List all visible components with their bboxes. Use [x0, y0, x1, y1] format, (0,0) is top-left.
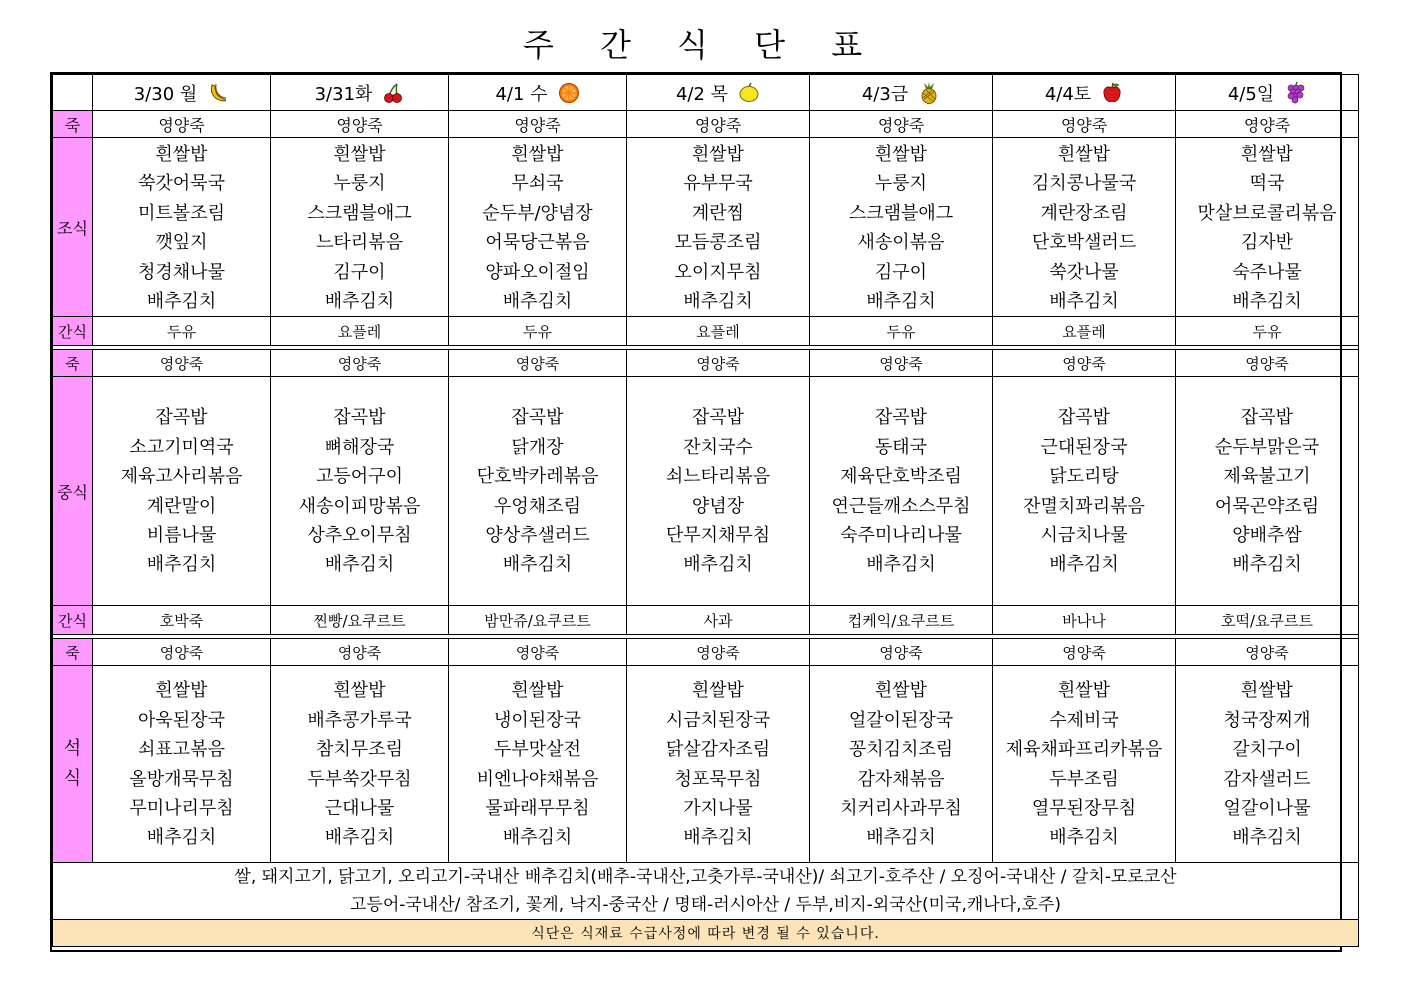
menu-item: 계란찜	[691, 202, 745, 224]
menu-item: 깻잎지	[155, 232, 208, 254]
menu-item: 어묵곤약조림	[1214, 495, 1320, 517]
menu-item: 모듬콩조림	[674, 232, 762, 254]
lunch-menu-cell	[449, 377, 627, 606]
menu-item: 시금치된장국	[665, 709, 771, 731]
menu-item: 김자반	[1240, 232, 1294, 254]
cherry-icon	[382, 82, 404, 104]
menu-item: 스크램블애그	[307, 202, 412, 224]
breakfast-menu-cell	[271, 138, 449, 317]
pineapple-icon	[918, 82, 940, 104]
menu-item: 흰쌀밥	[511, 680, 564, 702]
menu-list	[627, 666, 809, 852]
date-header-cell	[271, 75, 449, 111]
menu-item: 배추김치	[1232, 291, 1302, 313]
menu-item: 흰쌀밥	[1240, 680, 1294, 702]
change-notice: 식단은 식재료 수급사정에 따라 변경 될 수 있습니다.	[53, 920, 1359, 947]
breakfast-porridge-cell-row	[53, 111, 1359, 138]
menu-item: 배추김치	[146, 291, 217, 313]
menu-item: 닭살감자조림	[665, 739, 771, 761]
menu-item: 배추김치	[866, 827, 936, 849]
menu-item: 흰쌀밥	[1057, 680, 1111, 702]
dinner-label-part: 식	[63, 768, 82, 790]
menu-list	[1176, 138, 1358, 316]
menu-item: 새송이피망볶음	[298, 495, 421, 517]
afternoon-snack-cell: 사과	[627, 606, 810, 635]
menu-item: 쇠느타리볶음	[665, 466, 771, 488]
lunch-menu-cell	[271, 377, 449, 606]
menu-item: 배추김치	[324, 291, 395, 313]
menu-item: 잡곡밥	[874, 407, 928, 429]
menu-item: 수제비국	[1049, 709, 1119, 731]
menu-item: 배추김치	[866, 291, 936, 313]
menu-item: 잔치국수	[683, 436, 753, 458]
afternoon-snack-cell: 밤만쥬/요쿠르트	[449, 606, 627, 635]
afternoon-snack-cell: 바나나	[993, 606, 1176, 635]
menu-item: 가지나물	[683, 798, 753, 820]
breakfast-label: 조식	[53, 138, 93, 317]
menu-item: 열무된장무침	[1031, 798, 1137, 820]
menu-item: 배추김치	[1232, 827, 1302, 849]
page-title: 주 간 식 단 표	[522, 26, 881, 64]
menu-item: 잔멸치꽈리볶음	[1023, 495, 1145, 517]
menu-item: 계란말이	[146, 495, 217, 517]
dinner-porridge-cell: 영양죽	[271, 639, 449, 666]
dinner-label	[53, 666, 93, 863]
breakfast-porridge-cell: 영양죽	[449, 111, 627, 138]
lunch-porridge-cell: 영양죽	[93, 350, 271, 377]
dinner-menu-cell	[993, 666, 1176, 863]
menu-list	[271, 666, 448, 852]
lunch-porridge-cell: 영양죽	[627, 350, 810, 377]
menu-item: 흰쌀밥	[691, 680, 745, 702]
menu-item: 배추김치	[502, 827, 573, 849]
menu-list	[1176, 377, 1358, 579]
breakfast-menu-cell	[1176, 138, 1359, 317]
date-header	[315, 80, 405, 106]
lunch-menu-cell	[810, 377, 993, 606]
menu-item: 흰쌀밥	[333, 144, 386, 165]
morning-snack-cell-row	[53, 317, 1359, 346]
menu-item: 청포묵무침	[674, 768, 762, 790]
breakfast-menu-cell	[93, 138, 271, 317]
lunch-menu-cell	[993, 377, 1176, 606]
breakfast-menu-cell	[449, 138, 627, 317]
menu-item: 흰쌀밥	[333, 680, 386, 702]
date-header	[495, 80, 579, 106]
lunch-porridge-cell-row	[53, 350, 1359, 377]
lunch-menu-cell	[1176, 377, 1359, 606]
menu-item: 흰쌀밥	[155, 144, 208, 165]
menu-list	[993, 138, 1175, 316]
menu-item: 단무지채무침	[665, 525, 771, 547]
date-label: 3/30 월	[133, 83, 198, 105]
menu-item: 미트볼조림	[138, 202, 225, 224]
dinner-menu-cell	[93, 666, 271, 863]
menu-item: 청국장찌개	[1223, 709, 1311, 731]
morning-snack-cell: 요플레	[627, 317, 810, 346]
menu-item: 우엉채조림	[494, 495, 581, 517]
dinner-porridge-cell: 영양죽	[627, 639, 810, 666]
porridge-label: 죽	[53, 350, 93, 377]
date-header	[862, 80, 940, 106]
breakfast-porridge-cell: 영양죽	[271, 111, 449, 138]
menu-item: 제육고사리볶음	[120, 466, 243, 488]
menu-item: 동태국	[874, 436, 928, 458]
menu-item: 흰쌀밥	[874, 144, 928, 165]
menu-item: 순두부/양념장	[482, 202, 593, 224]
orange-icon	[558, 82, 580, 104]
menu-item: 잡곡밥	[691, 407, 745, 429]
afternoon-snack-cell-row	[53, 606, 1359, 635]
menu-item: 배추김치	[146, 554, 217, 576]
menu-list	[1176, 666, 1358, 852]
afternoon-snack-cell: 찐빵/요쿠르트	[271, 606, 449, 635]
menu-item: 배추김치	[1049, 554, 1119, 576]
dinner-menu-cell	[271, 666, 449, 863]
weekly-menu-sheet	[50, 72, 1342, 952]
menu-item: 꽁치김치조림	[848, 739, 954, 761]
menu-item: 맛살브로콜리볶음	[1197, 202, 1337, 224]
dinner-menu-cell	[810, 666, 993, 863]
menu-item: 얼갈이나물	[1223, 798, 1311, 820]
menu-item: 흰쌀밥	[874, 680, 928, 702]
menu-item: 비엔나야채볶음	[476, 768, 599, 790]
lunch-menu-cell	[93, 377, 271, 606]
date-label: 3/31화	[314, 83, 373, 105]
dinner-label-part: 석	[63, 738, 82, 760]
menu-item: 양배추쌈	[1232, 525, 1302, 547]
date-header-cell	[993, 75, 1176, 111]
lunch-porridge-cell: 영양죽	[810, 350, 993, 377]
date-header	[1228, 80, 1306, 106]
menu-item: 아욱된장국	[138, 709, 225, 731]
menu-item: 단호박카레볶음	[476, 466, 599, 488]
menu-list	[810, 138, 992, 316]
menu-item: 두부맛살전	[494, 739, 581, 761]
lunch-porridge-cell: 영양죽	[449, 350, 627, 377]
date-header-cell	[627, 75, 810, 111]
menu-item: 오이지무침	[674, 261, 762, 283]
date-label: 4/1 수	[495, 83, 548, 105]
lunch-label: 중식	[53, 377, 93, 606]
breakfast-porridge-cell: 영양죽	[810, 111, 993, 138]
date-label: 4/4토	[1044, 83, 1092, 105]
menu-item: 배추김치	[1232, 554, 1302, 576]
origin-info	[53, 863, 1359, 920]
menu-item: 상추오이무침	[307, 525, 412, 547]
menu-item: 느타리볶음	[316, 232, 403, 254]
menu-list	[271, 138, 448, 316]
dinner-porridge-cell: 영양죽	[993, 639, 1176, 666]
menu-item: 배추김치	[683, 827, 753, 849]
menu-item: 비름나물	[146, 525, 217, 547]
menu-item: 고등어구이	[316, 466, 403, 488]
menu-item: 냉이된장국	[494, 709, 581, 731]
menu-item: 유부무국	[683, 173, 753, 195]
menu-item: 갈치구이	[1232, 739, 1302, 761]
date-header-cell	[449, 75, 627, 111]
menu-item: 잡곡밥	[1057, 407, 1111, 429]
menu-item: 배추김치	[146, 827, 217, 849]
dinner-menu-cell	[1176, 666, 1359, 863]
corner-cell	[53, 75, 93, 111]
menu-item: 누룽지	[333, 173, 386, 195]
dinner-porridge-cell: 영양죽	[1176, 639, 1359, 666]
breakfast-porridge-cell: 영양죽	[993, 111, 1176, 138]
menu-item: 숙주나물	[1232, 261, 1302, 283]
afternoon-snack-cell: 컵케익/요쿠르트	[810, 606, 993, 635]
porridge-label: 죽	[53, 111, 93, 138]
morning-snack-cell: 요플레	[271, 317, 449, 346]
menu-list	[449, 377, 626, 579]
origin-row	[53, 863, 1359, 920]
menu-item: 제육불고기	[1223, 466, 1311, 488]
menu-item: 계란장조림	[1040, 202, 1128, 224]
menu-item: 잡곡밥	[511, 407, 564, 429]
menu-list	[993, 666, 1175, 852]
date-header	[1045, 80, 1123, 106]
menu-item: 배추김치	[683, 291, 753, 313]
menu-item: 흰쌀밥	[155, 680, 208, 702]
menu-list	[993, 377, 1175, 579]
menu-item: 올방개묵무침	[129, 768, 234, 790]
date-header-cell	[93, 75, 271, 111]
morning-snack-cell: 두유	[93, 317, 271, 346]
dinner-porridge-cell: 영양죽	[93, 639, 271, 666]
menu-item: 잡곡밥	[1240, 407, 1294, 429]
afternoon-snack-cell: 호떡/요쿠르트	[1176, 606, 1359, 635]
menu-item: 두부조림	[1049, 768, 1119, 790]
lunch-porridge-cell: 영양죽	[271, 350, 449, 377]
breakfast-porridge-cell: 영양죽	[627, 111, 810, 138]
date-label: 4/3금	[861, 83, 909, 105]
menu-item: 쑥갓나물	[1049, 261, 1119, 283]
menu-item: 어묵당근볶음	[485, 232, 590, 254]
porridge-label: 죽	[53, 639, 93, 666]
lunch-porridge-cell: 영양죽	[993, 350, 1176, 377]
menu-item: 스크램블애그	[848, 202, 954, 224]
menu-item: 흰쌀밥	[511, 144, 564, 165]
menu-item: 배추김치	[502, 291, 573, 313]
menu-item: 잡곡밥	[155, 407, 208, 429]
menu-list	[93, 138, 270, 316]
date-header	[676, 80, 760, 106]
menu-item: 두부쑥갓무침	[307, 768, 412, 790]
grape-icon	[1284, 82, 1306, 104]
menu-item: 근대나물	[324, 798, 395, 820]
menu-item: 흰쌀밥	[691, 144, 745, 165]
lunch-menu-cell	[627, 377, 810, 606]
dinner-porridge-cell: 영양죽	[449, 639, 627, 666]
banana-icon	[207, 82, 229, 104]
menu-list	[449, 666, 626, 852]
dinner-menu-cell-row	[53, 666, 1359, 863]
menu-item: 양상추샐러드	[485, 525, 590, 547]
menu-item: 치커리사과무침	[840, 798, 962, 820]
breakfast-menu-cell-row	[53, 138, 1359, 317]
menu-item: 흰쌀밥	[1057, 144, 1111, 165]
breakfast-menu-cell	[810, 138, 993, 317]
menu-list	[627, 377, 809, 579]
menu-item: 근대된장국	[1040, 436, 1128, 458]
menu-list	[627, 138, 809, 316]
menu-item: 배추김치	[324, 554, 395, 576]
menu-item: 배추김치	[1049, 827, 1119, 849]
menu-item: 닭개장	[511, 436, 564, 458]
morning-snack-cell: 두유	[810, 317, 993, 346]
menu-item: 감자샐러드	[1223, 768, 1311, 790]
menu-item: 배추콩가루국	[307, 709, 412, 731]
menu-item: 물파래무무침	[485, 798, 590, 820]
menu-item: 연근들깨소스무침	[831, 495, 971, 517]
breakfast-porridge-cell: 영양죽	[93, 111, 271, 138]
menu-list	[271, 377, 448, 579]
menu-item: 얼갈이된장국	[848, 709, 954, 731]
menu-item: 배추김치	[683, 554, 753, 576]
menu-item: 김구이	[333, 261, 386, 283]
menu-list	[810, 377, 992, 579]
date-header-row	[53, 75, 1359, 111]
lunch-porridge-cell: 영양죽	[1176, 350, 1359, 377]
origin-line: 고등어-국내산/ 참조기, 꽃게, 낙지-중국산 / 명태-러시아산 / 두부,비지-외국산(미국,캐나다,호주)	[349, 895, 1062, 916]
menu-item: 소고기미역국	[129, 436, 234, 458]
snack-label: 간식	[53, 606, 93, 635]
afternoon-snack-cell: 호박죽	[93, 606, 271, 635]
date-header-cell	[1176, 75, 1359, 111]
menu-item: 단호박샐러드	[1031, 232, 1137, 254]
menu-item: 김구이	[874, 261, 928, 283]
menu-item: 뼈해장국	[324, 436, 395, 458]
menu-item: 흰쌀밥	[1240, 144, 1294, 165]
date-label: 4/5일	[1227, 83, 1275, 105]
menu-item: 누룽지	[874, 173, 928, 195]
apple-icon	[1101, 82, 1123, 104]
menu-item: 떡국	[1249, 173, 1285, 195]
dinner-porridge-cell: 영양죽	[810, 639, 993, 666]
morning-snack-cell: 두유	[449, 317, 627, 346]
lunch-menu-cell-row	[53, 377, 1359, 606]
dinner-porridge-cell-row	[53, 639, 1359, 666]
menu-item: 새송이볶음	[857, 232, 945, 254]
menu-item: 청경채나물	[138, 261, 225, 283]
dinner-menu-cell	[449, 666, 627, 863]
menu-item: 잡곡밥	[333, 407, 386, 429]
notice-row	[53, 920, 1359, 947]
menu-list	[810, 666, 992, 852]
menu-item: 배추김치	[324, 827, 395, 849]
date-header	[134, 80, 230, 106]
menu-item: 배추김치	[866, 554, 936, 576]
breakfast-porridge-cell: 영양죽	[1176, 111, 1359, 138]
menu-list	[93, 377, 270, 579]
menu-list	[449, 138, 626, 316]
menu-item: 김치콩나물국	[1031, 173, 1137, 195]
menu-item: 쑥갓어묵국	[138, 173, 225, 195]
menu-item: 숙주미나리나물	[840, 525, 962, 547]
breakfast-menu-cell	[627, 138, 810, 317]
menu-item: 배추김치	[502, 554, 573, 576]
date-header-cell	[810, 75, 993, 111]
menu-item: 시금치나물	[1040, 525, 1128, 547]
menu-item: 닭도리탕	[1049, 466, 1119, 488]
menu-item: 제육단호박조림	[840, 466, 962, 488]
dinner-menu-cell	[627, 666, 810, 863]
menu-item: 쇠표고볶음	[138, 739, 225, 761]
menu-item: 참치무조림	[316, 739, 403, 761]
breakfast-menu-cell	[993, 138, 1176, 317]
origin-line: 쌀, 돼지고기, 닭고기, 오리고기-국내산 배추김치(배추-국내산,고춧가루-국내산)/ 쇠고기-호주산 / 오징어-국내산 / 갈치-모로코산	[234, 867, 1177, 888]
menu-item: 양파오이절임	[485, 261, 590, 283]
menu-list	[93, 666, 270, 852]
menu-item: 순두부맑은국	[1214, 436, 1320, 458]
menu-item: 제육채파프리카볶음	[1005, 739, 1163, 761]
menu-item: 무미나리무침	[129, 798, 234, 820]
menu-item: 감자채볶음	[857, 768, 945, 790]
morning-snack-cell: 두유	[1176, 317, 1359, 346]
lemon-icon	[738, 82, 760, 104]
date-label: 4/2 목	[675, 83, 729, 105]
menu-item: 양념장	[691, 495, 745, 517]
menu-table	[52, 74, 1359, 947]
menu-item: 배추김치	[1049, 291, 1119, 313]
morning-snack-cell: 요플레	[993, 317, 1176, 346]
menu-item: 무쇠국	[511, 173, 564, 195]
snack-label: 간식	[53, 317, 93, 346]
